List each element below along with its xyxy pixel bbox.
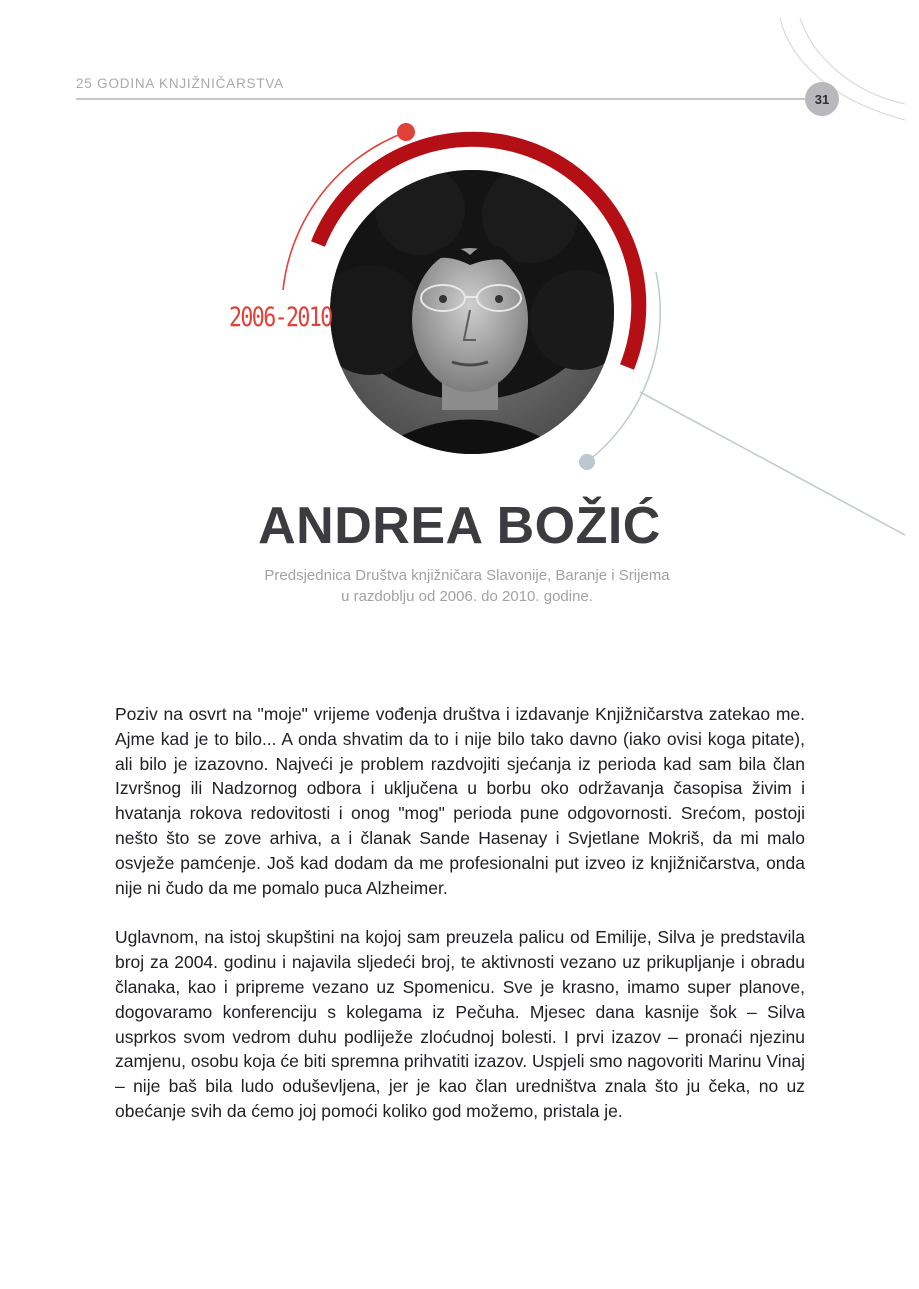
corner-arc xyxy=(780,18,905,120)
running-header: 25 GODINA KNJIŽNIČARSTVA xyxy=(76,76,284,91)
role-line: u razdoblju od 2006. do 2010. godine. xyxy=(341,588,593,605)
red-dot xyxy=(397,123,415,141)
gray-dot xyxy=(579,454,595,470)
portrait-photo xyxy=(330,170,614,454)
person-role xyxy=(0,565,919,607)
tenure-years: 2006-2010 xyxy=(229,302,332,333)
article-body xyxy=(115,702,805,1149)
page-number-badge: 31 xyxy=(805,82,839,116)
portrait-image xyxy=(330,170,614,454)
role-line: Predsjednica Društva knjižničara Slavonije, Baranje i Srijema xyxy=(264,567,670,584)
paragraph: Poziv na osvrt na "moje" vrijeme vođenja društva i izdavanje Knjižničarstva zatekao me. Ajme kad je to bilo... A onda shvatim da to i nije bilo tako davno (iako ovisi koga pitate), ali bilo je izazovno. Najveći je problem razdvojiti sjećanja iz perioda kad sam bila član Izvršnog ili Nadzornog odbora i uključena u borbu oko održavanja časopisa živim i hvatanja rokova redovitosti i onog "mog" perioda pune odgovornosti. Srećom, postoji nešto što se zove arhiva, a i članak Sande Hasenay i Svjetlane Mokriš, da mi malo osvježe pamćenje. Još kad dodam da me profesionalni put izveo iz knjižničarstva, onda nije ni čudo da me pomalo puca Alzheimer. xyxy=(115,704,805,898)
person-name: ANDREA BOŽIĆ xyxy=(258,497,661,555)
paragraph: Uglavnom, na istoj skupštini na kojoj sam preuzela palicu od Emilije, Silva je predstavila broj za 2004. godinu i najavila sljedeći broj, te aktivnosti vezano uz prikupljanje i obradu članaka, kao i pripreme vezano uz Spomenicu. Sve je krasno, imamo super planove, dogovaramo konferenciju s kolegama iz Pečuha. Mjesec dana kasnije šok – Silva usprkos svom vedrom duhu podliježe zloćudnoj bolesti. I prvi izazov – pronaći njezinu zamjenu, osobu koja će biti spremna prihvatiti izazov. Uspjeli smo nagovoriti Marinu Vinaj – nije baš bila ludo oduševljena, jer je kao član uredništva znala što ju čeka, no uz obećanje svih da ćemo joj pomoći koliko god možemo, pristala je. xyxy=(115,927,805,1121)
